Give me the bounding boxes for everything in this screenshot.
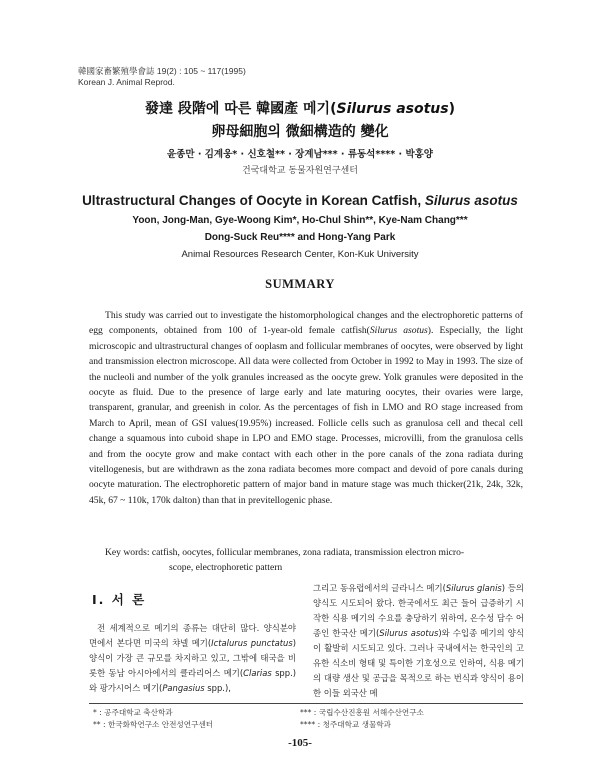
summary-body: This study was carried out to investigate the histomorphological changes and the electrophoretic patterns of egg components, obtained from 100 of 1-year-old female catfish(Silurus asotus). Especially, the light microscopic and ultrastructural changes of ooplasm and follicular membranes of oocytes, were observed by light and transmission electron microscope. All data were collected from October in 1992 to May in 1993. The size of the nucleoli and number of the yolk granules increased as the oocyte grew. Yolk granules were deposited in the oocyte as fluid. Due to the presence of large early and late maturing oocytes, their ovaries were large, transparent, granular, and greenish in color. As the percentages of fish in LMO and RO stage increased from March to April, mean of GSI values(19.95%) increased. Follicle cells such as granulosa cell and thecal cell change a squamous into cuboid shape in LPO and EMO stage. Processes, microvilli, from the granulosa cells and from the oocyte grow and make contact with each other in the pore canals of the zona radiata during vitellogenesis, but are withdrawn as the zona radiata becomes more compact and devoid of pore canals during oocyte maturation. The electrophoretic pattern of major band in mature stage was much thicker(21k, 24k, 32k, 45k, 67 ~ 110k, 170k dalton) than that in previtellogenic phase. (89, 310, 523, 506)
korean-affiliation: 건국대학교 동물자원연구센터 (242, 166, 358, 176)
korean-title-line2: 卵母細胞의 微細構造的 變化 (211, 124, 389, 140)
korean-authors: 윤종만 · 김계웅* · 신호철** · 장계남*** · 류동석**** · 박홍양 (167, 149, 433, 160)
english-affiliation: Animal Resources Research Center, Kon-Kuk University (181, 249, 419, 260)
section-heading-introduction: I. 서 론 (92, 592, 147, 607)
footnote-2: ** : 한국화학연구소 안전성연구센터 (93, 720, 214, 729)
page-number: -105- (288, 737, 312, 749)
summary-heading: SUMMARY (265, 277, 335, 291)
intro-right-column: 그리고 동유럽에서의 글라니스 메기(Silurus glanis) 등의 양식도 시도되어 왔다. 한국에서도 최근 들어 급증하기 시작한 식용 메기의 수요를 충당하기 위하여, 온수성 담수 어종인 한국산 메기(Silurus asotus)와 수입종 메기의 양식이 활발히 시도되고 있다. 그러나 국내에서는 한국인의 고유한 식소비 형태 및 특이한 기호성으로 인하여, 식용 메기의 대량 생산 및 공급을 목적으로 하는 번식과 양식이 용이한 이들 외국산 메 (313, 583, 524, 698)
footnote-4: **** : 청주대학교 생물학과 (300, 720, 392, 729)
footnote-divider (89, 703, 523, 704)
journal-citation-korean: 韓國家畜繁殖學會誌 19(2) : 105 ~ 117(1995) (78, 66, 246, 76)
english-authors-line1: Yoon, Jong-Man, Gye-Woong Kim*, Ho-Chul Shin**, Kye-Nam Chang*** (132, 215, 468, 226)
journal-citation-english: Korean J. Animal Reprod. (78, 77, 175, 87)
journal-citation (78, 66, 246, 88)
english-title: Ultrastructural Changes of Oocyte in Korean Catfish, Silurus asotus (82, 193, 518, 208)
intro-left-column: 전 세계적으로 메기의 종류는 대단히 많다. 양식분야 면에서 본다면 미국의 챠넬 메기(Ictalurus punctatus) 양식이 가장 큰 규모를 차지하고 있고, 그밖에 태국을 비롯한 동남 아시아에서의 클라리어스 메기(Clarias spp.)와 팡가시어스 메기(Pangasius spp.), (89, 623, 296, 693)
footnote-3: *** : 국립수산진흥원 서해수산연구소 (300, 708, 424, 717)
footnote-1: * : 공주대학교 축산학과 (93, 708, 173, 717)
korean-title-species: Silurus asotus (336, 101, 449, 117)
korean-title-line1: 發達 段階에 따른 韓國產 메기(Silurus asotus) (144, 101, 456, 117)
keywords: Key words: catfish, oocytes, follicular membranes, zona radiata, transmission electron micro- scope, electrophoretic pattern (105, 547, 465, 573)
english-title-species: Silurus asotus (424, 193, 518, 208)
english-authors-line2: Dong-Suck Reu**** and Hong-Yang Park (204, 232, 396, 243)
